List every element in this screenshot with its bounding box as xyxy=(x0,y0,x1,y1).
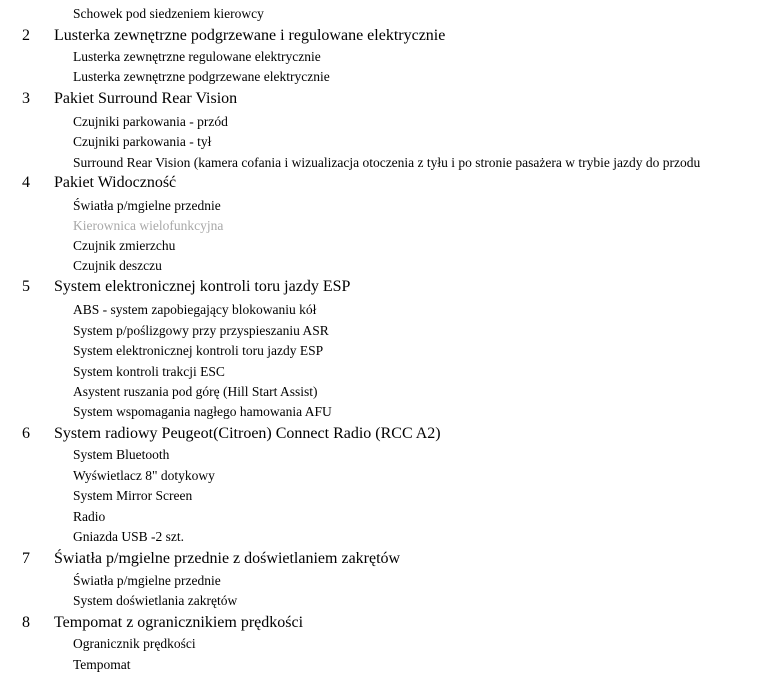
list-item: Czujniki parkowania - tył xyxy=(73,134,212,149)
list-item: ABS - system zapobiegający blokowaniu kół xyxy=(73,302,317,317)
list-item: Tempomat xyxy=(73,657,131,672)
section-number: 3 xyxy=(22,90,30,107)
section-title: Lusterka zewnętrzne podgrzewane i regulowane elektrycznie xyxy=(54,27,446,44)
list-item: System kontroli trakcji ESC xyxy=(73,364,225,379)
list-item: Czujniki parkowania - przód xyxy=(73,114,228,129)
list-item: Czujnik deszczu xyxy=(73,258,162,273)
list-item: Wyświetlacz 8" dotykowy xyxy=(73,468,215,483)
list-item: Gniazda USB -2 szt. xyxy=(73,529,184,544)
list-item: Czujnik zmierzchu xyxy=(73,238,176,253)
list-item: System wspomagania nagłego hamowania AFU xyxy=(73,404,332,419)
section-number: 6 xyxy=(22,425,30,442)
list-item: Ogranicznik prędkości xyxy=(73,636,196,651)
list-item: Lusterka zewnętrzne podgrzewane elektrycznie xyxy=(73,69,330,84)
list-item: System Mirror Screen xyxy=(73,488,193,503)
section-number: 2 xyxy=(22,27,30,44)
list-item: Lusterka zewnętrzne regulowane elektrycznie xyxy=(73,49,321,64)
list-item: Światła p/mgielne przednie xyxy=(73,573,221,588)
list-item: System p/poślizgowy przy przyspieszaniu ASR xyxy=(73,323,329,338)
section-title: Pakiet Widoczność xyxy=(54,174,177,191)
list-item: Asystent ruszania pod górę (Hill Start Assist) xyxy=(73,384,318,399)
list-item-disabled: Kierownica wielofunkcyjna xyxy=(73,218,224,233)
list-item: System Bluetooth xyxy=(73,447,170,462)
list-item: Surround Rear Vision (kamera cofania i wizualizacja otoczenia z tyłu i po stronie pasażera w trybie jazdy do przodu xyxy=(73,155,701,170)
list-item: System elektronicznej kontroli toru jazdy ESP xyxy=(73,343,324,358)
section-number: 4 xyxy=(22,174,30,191)
section-title: System elektronicznej kontroli toru jazdy ESP xyxy=(54,278,351,295)
section-number: 8 xyxy=(22,614,30,631)
list-item: Światła p/mgielne przednie xyxy=(73,198,221,213)
section-number: 5 xyxy=(22,278,30,295)
section-title: Pakiet Surround Rear Vision xyxy=(54,90,238,107)
section-title: System radiowy Peugeot(Citroen) Connect Radio (RCC A2) xyxy=(54,425,441,442)
list-item: System doświetlania zakrętów xyxy=(73,593,238,608)
list-item: Schowek pod siedzeniem kierowcy xyxy=(73,6,264,21)
section-title: Światła p/mgielne przednie z doświetlaniem zakrętów xyxy=(54,550,401,567)
section-number: 7 xyxy=(22,550,30,567)
list-item: Radio xyxy=(73,509,106,524)
section-title: Tempomat z ogranicznikiem prędkości xyxy=(54,614,304,631)
